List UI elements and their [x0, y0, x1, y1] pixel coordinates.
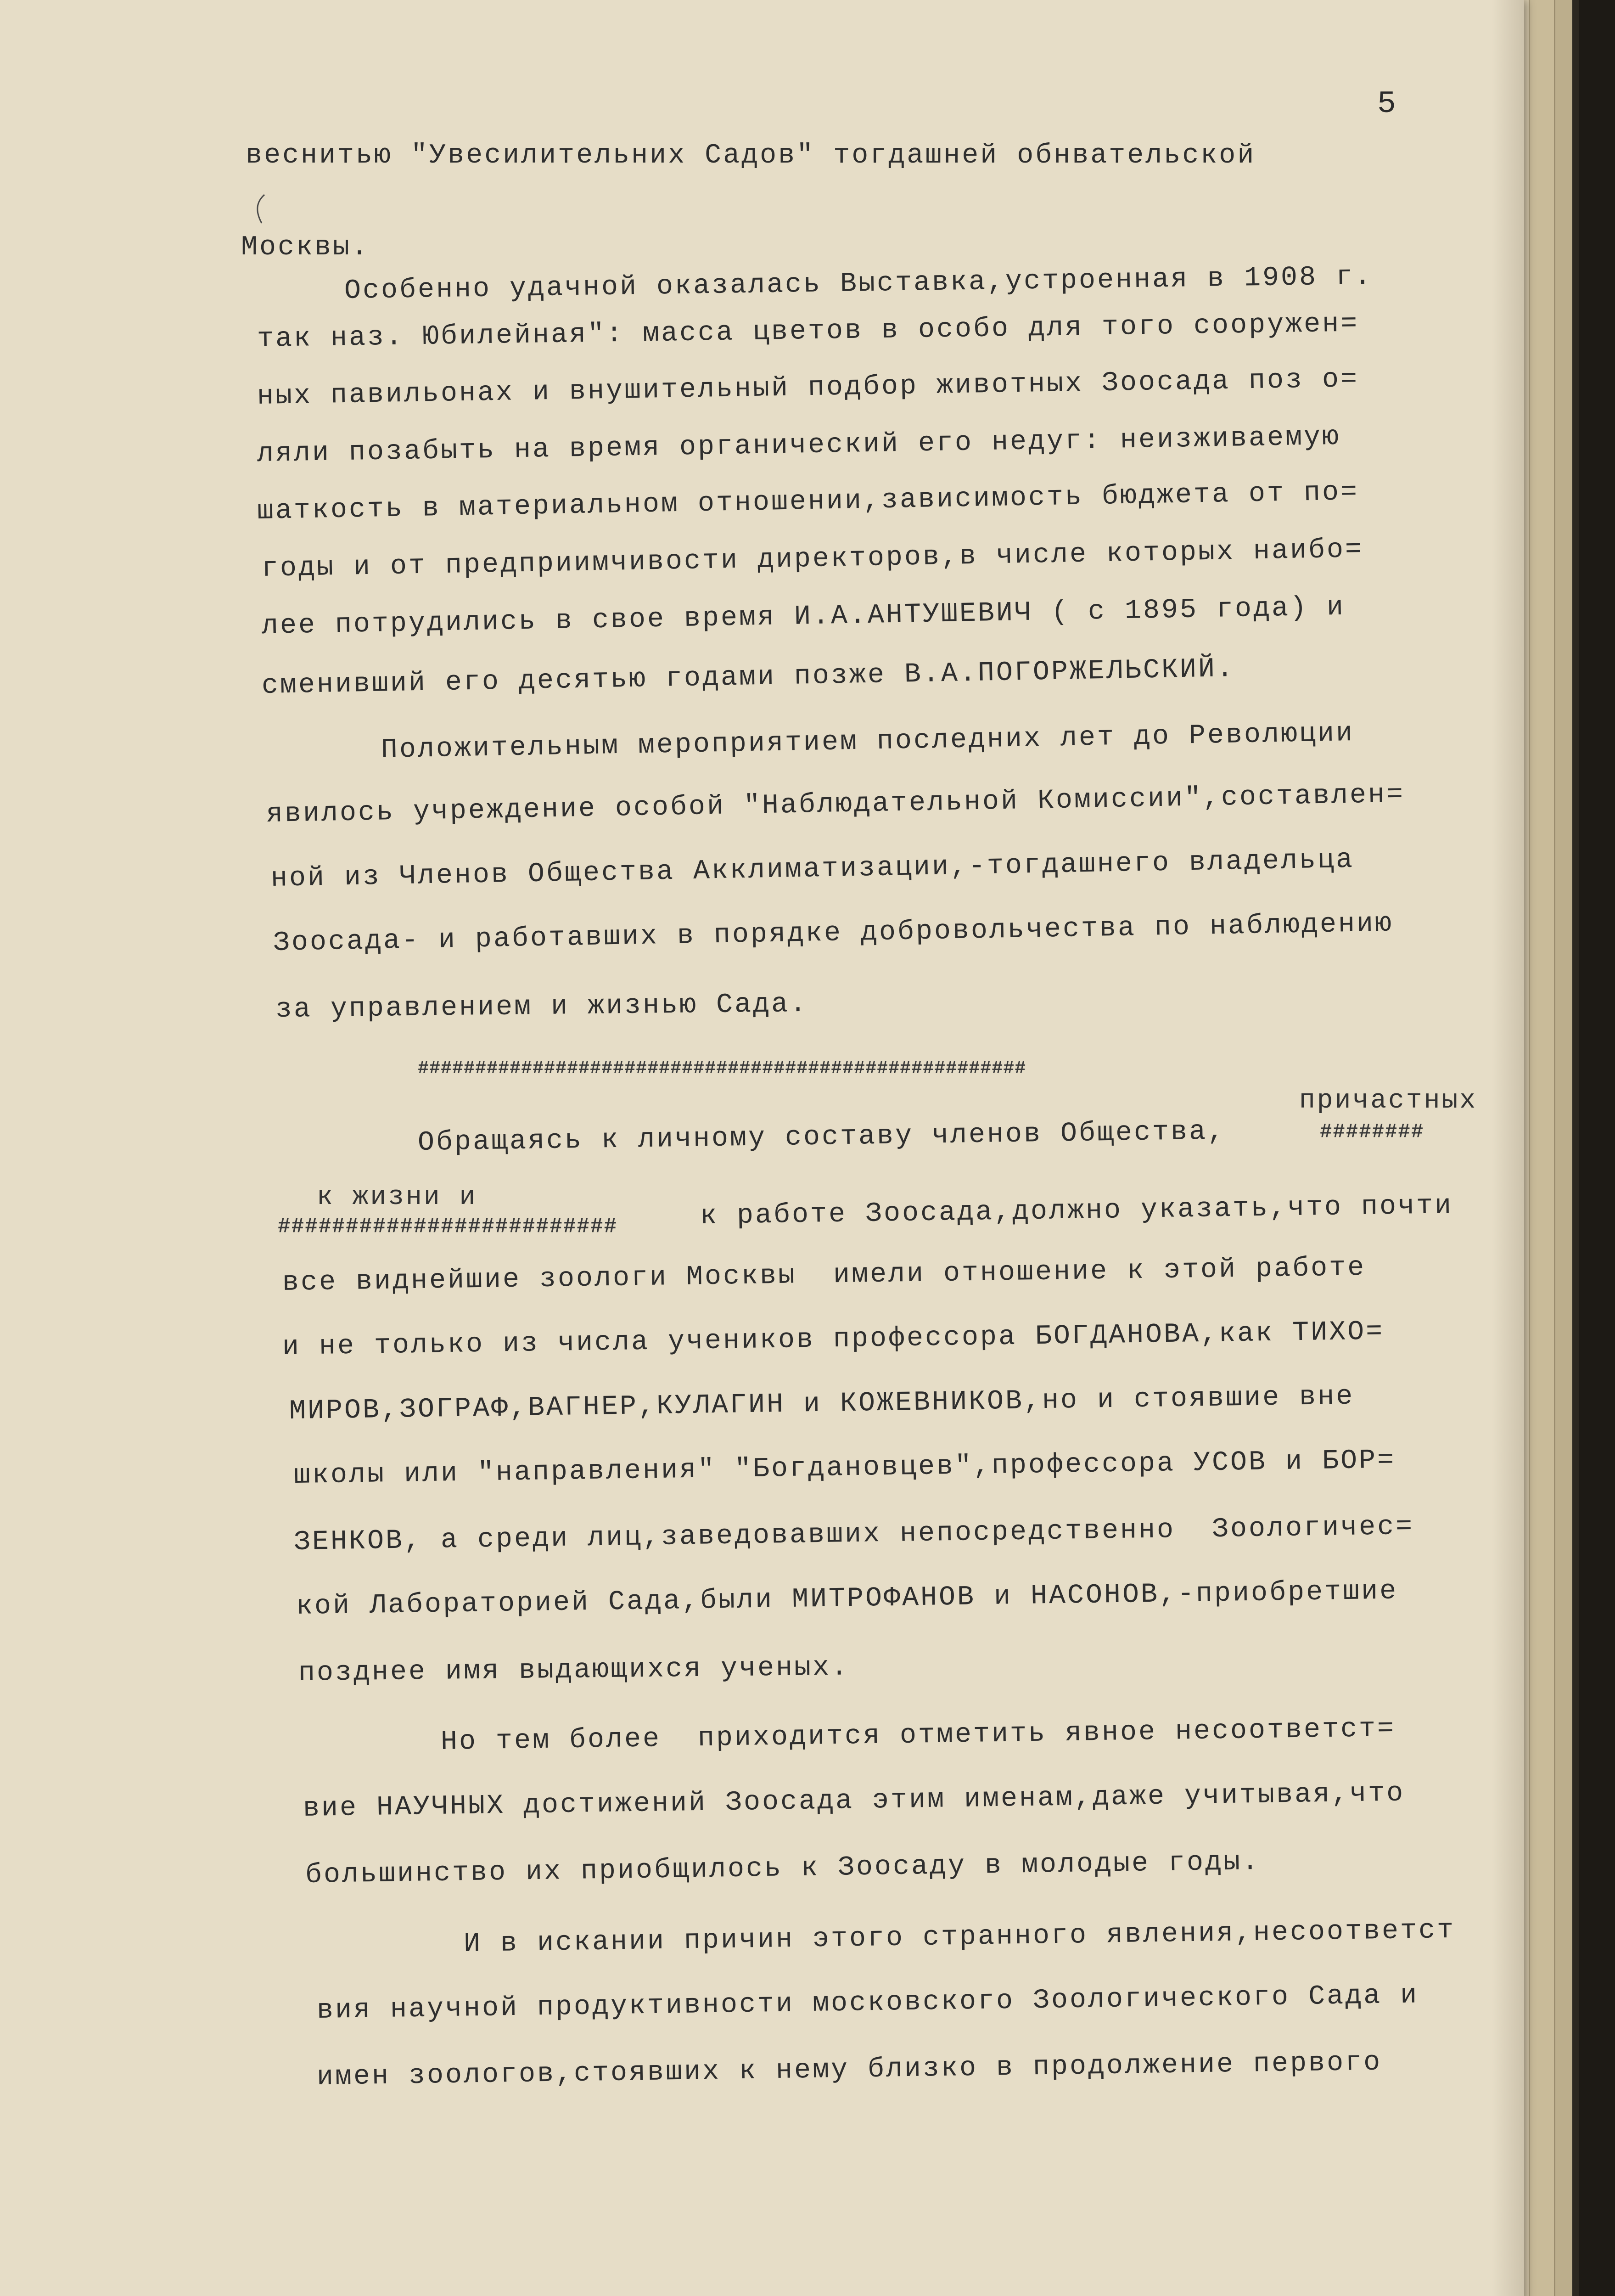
handwritten-insert: причастных — [1299, 1086, 1478, 1116]
struck-out-word: ######## — [1320, 1120, 1424, 1143]
page-fold-shadow — [1492, 0, 1524, 2296]
text-line: ной из Членов Общества Акклиматизации,-тогдашнего владельца — [270, 844, 1355, 895]
text-line: большинство их приобщилось к Зоосаду в молодые годы. — [305, 1846, 1261, 1891]
text-line: и не только из числа учеников профессора БОГДАНОВА,как ТИХО= — [282, 1316, 1385, 1363]
text-line: Зоосада- и работавших в порядке добровольчества по наблюдению — [273, 908, 1394, 959]
sheet-edge — [1529, 0, 1558, 2296]
text-line: вия научной продуктивности московского Зоологического Сада и — [316, 1980, 1419, 2026]
handwritten-insert: к жизни и — [317, 1182, 477, 1212]
text-line: лее потрудились в свое время И.А.АНТУШЕВИЧ ( с 1895 года) и — [261, 591, 1346, 642]
text-line: явилось учреждение особой "Наблюдательной Комиссии",составлен= — [266, 779, 1405, 830]
text-line: ных павильонах и внушительный подбор животных Зоосада поз о= — [257, 364, 1359, 412]
text-line: Особенно удачной оказалась Выставка,устроенная в 1908 г. — [344, 261, 1373, 307]
text-line: Обращаясь к личному составу членов Общества, — [417, 1116, 1226, 1159]
text-line: к работе Зоосада,должно указать,что почти — [700, 1190, 1453, 1232]
struck-out-word: ######################### — [278, 1215, 618, 1238]
text-line: шаткость в материальном отношении,зависимость бюджета от по= — [257, 477, 1359, 527]
text-line: кой Лабораторией Сада,были МИТРОФАНОВ и НАСОНОВ,-приобретшие — [296, 1576, 1398, 1622]
text-line: ляли позабыть на время органический его недуг: неизживаемую — [257, 421, 1341, 470]
pencil-mark-icon — [252, 193, 270, 225]
background-shadow — [1579, 0, 1615, 2296]
text-line: МИРОВ,ЗОГРАФ,ВАГНЕР,КУЛАГИН и КОЖЕВНИКОВ,но и стоявшие вне — [289, 1381, 1355, 1427]
text-line: вие НАУЧНЫХ достижений Зоосада этим именам,даже учитывая,что — [303, 1778, 1405, 1824]
text-line: Москвы. — [241, 232, 370, 263]
text-line: веснитью "Увесилительних Садов" тогдашней обнвательской — [246, 140, 1256, 171]
struck-out-line: ##################################################### — [418, 1058, 1026, 1079]
text-line: сменивший его десятью годами позже В.А.ПОГОРЖЕЛЬСКИЙ. — [261, 653, 1235, 702]
text-line: имен зоологов,стоявших к нему близко в продолжение первого — [316, 2047, 1382, 2093]
text-line: позднее имя выдающихся ученых. — [298, 1652, 850, 1689]
text-line: за управлением и жизнью Сада. — [275, 988, 808, 1025]
text-line: все виднейшие зоологи Москвы имели отношение к этой работе — [282, 1252, 1366, 1299]
text-line: ЗЕНКОВ, а среди лиц,заведовавших непосредственно Зоологичес= — [293, 1511, 1414, 1558]
text-line: школы или "направления" "Богдановцев",профессора УСОВ и БОР= — [293, 1445, 1396, 1491]
text-line: так наз. Юбилейная": масса цветов в особо для того сооружен= — [257, 308, 1359, 355]
text-line: Но тем более приходится отметить явное несоответст= — [440, 1713, 1396, 1758]
text-line: годы и от предприимчивости директоров,в числе которых наибо= — [261, 534, 1364, 585]
text-line: Положительным мероприятием последних лет до Революции — [381, 718, 1355, 766]
text-line: И в искании причин этого странного явления,несоответст — [463, 1914, 1456, 1960]
page-number: 5 — [1377, 86, 1396, 122]
